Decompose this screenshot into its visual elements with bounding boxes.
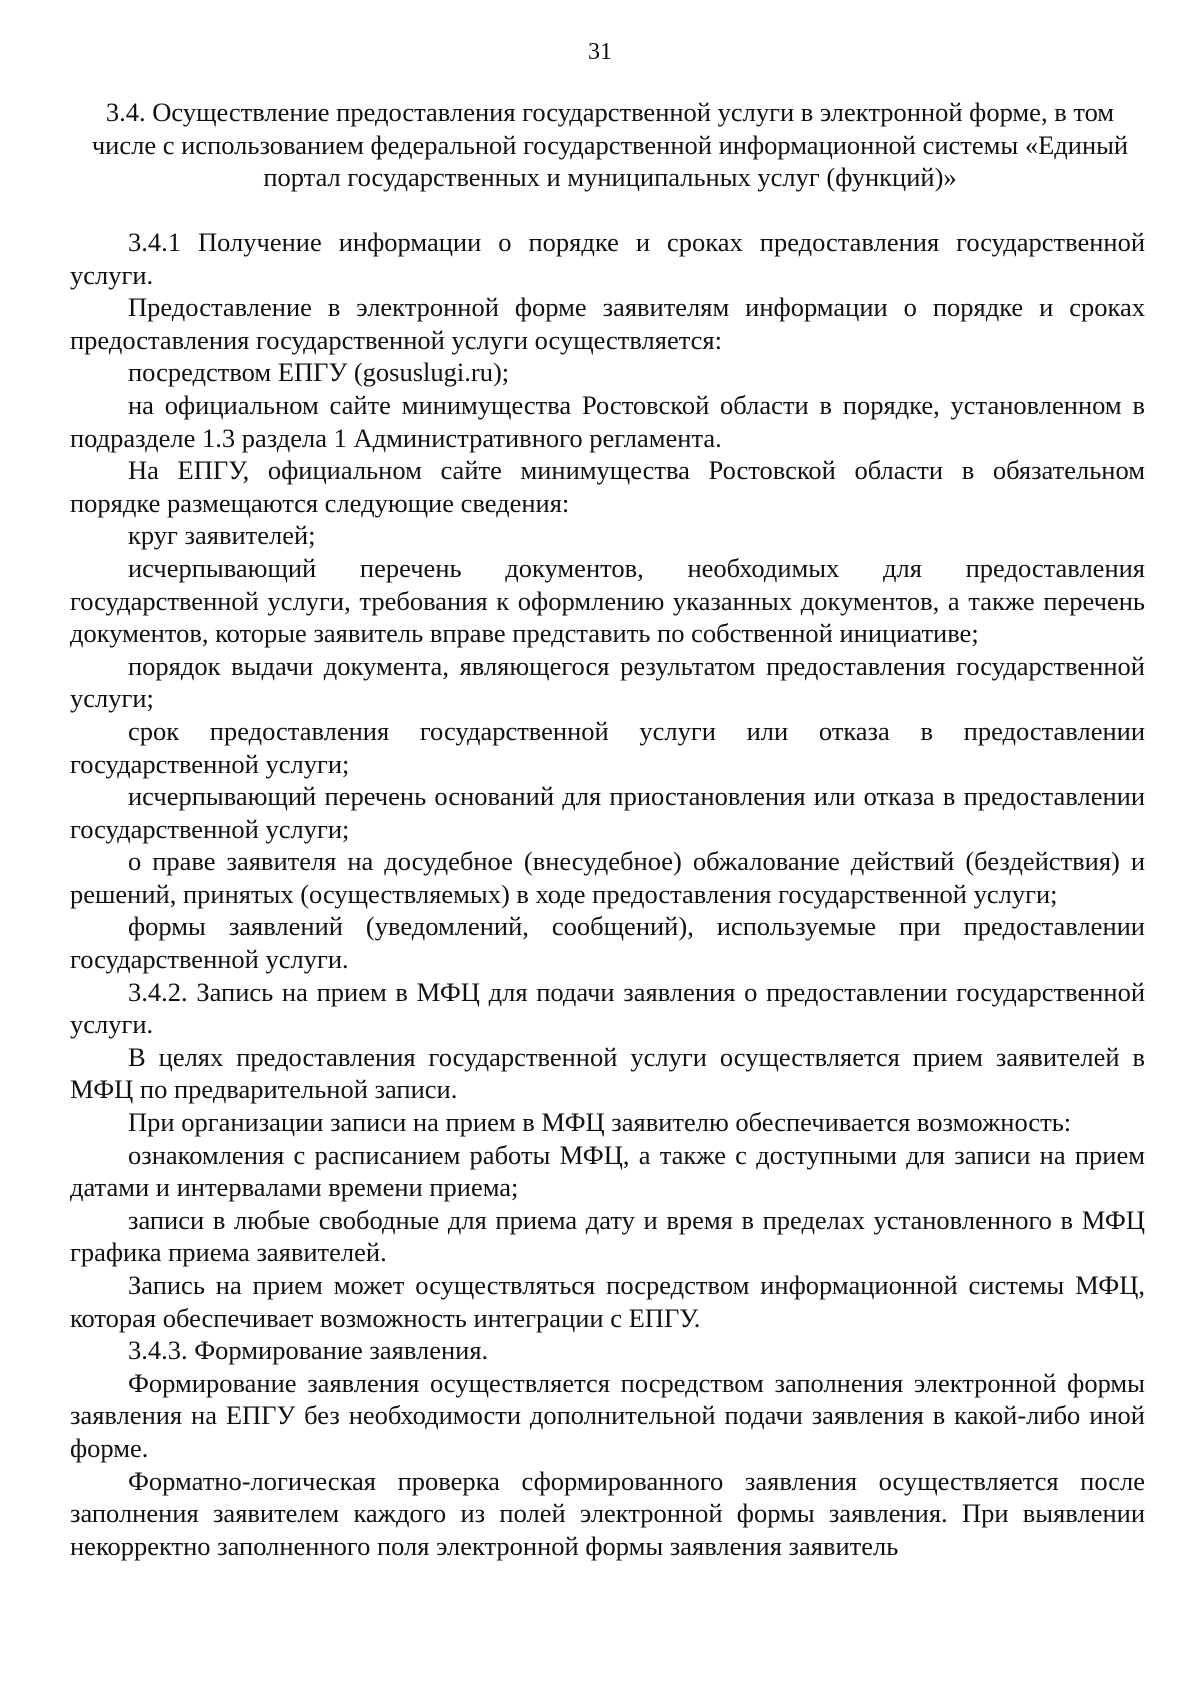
page-number: 31 [588,39,612,65]
paragraph: Предоставление в электронной форме заявителям информации о порядке и сроках предоставления государственной услуги осуществляется: [70,292,1145,355]
paragraph: 3.4.2. Запись на прием в МФЦ для подачи заявления о предоставлении государственной услуги. [70,976,1145,1040]
paragraph: 3.4.1 Получение информации о порядке и сроках предоставления государственной услуги. [70,227,1145,290]
paragraph: круг заявителей; [128,520,316,551]
paragraph: записи в любые свободные для приема дату и время в пределах установленного в МФЦ графика приема заявителей. [70,1204,1145,1268]
paragraph: на официальном сайте минимущества Ростовской области в порядке, установленном в подразделе 1.3 раздела 1 Административного регламента. [70,389,1145,453]
paragraph: ознакомления с расписанием работы МФЦ, а также с доступными для записи на прием датами и интервалами времени приема; [70,1139,1145,1203]
paragraph: В целях предоставления государственной услуги осуществляется прием заявителей в МФЦ по предварительной записи. [70,1041,1145,1105]
paragraph: Запись на прием может осуществляться посредством информационной системы МФЦ, которая обеспечивает возможность интеграции с ЕПГУ. [70,1270,1145,1333]
paragraph: срок предоставления государственной услуги или отказа в предоставлении государственной услуги; [70,715,1145,779]
paragraph: На ЕПГУ, официальном сайте минимущества Ростовской области в обязательном порядке размещаются следующие сведения: [70,455,1145,518]
paragraph: Форматно-логическая проверка сформированного заявления осуществляется после заполнения заявителем каждого из полей электронной формы заявления. При выявлении некорректно заполненного поля электронной формы заявления заявитель [70,1465,1145,1561]
document-body [70,226,1145,1562]
paragraph: о праве заявителя на досудебное (внесудебное) обжалование действий (бездействия) и решений, принятых (осуществляемых) в ходе предоставления государственной услуги; [70,846,1145,909]
paragraph: посредством ЕПГУ (gosuslugi.ru); [128,357,510,388]
paragraph: исчерпывающий перечень документов, необходимых для предоставления государственной услуги, требования к оформлению указанных документов, а также перечень документов, которые заявитель вправе представить по собственной инициативе; [70,552,1145,649]
section-heading: 3.4. Осуществление предоставления государственной услуги в электронной форме, в том числе с использованием федеральной государственной информационной системы «Единый портал государственных и муниципальных услуг (функций)» [91,97,1129,192]
paragraph: формы заявлений (уведомлений, сообщений), используемые при предоставлении государственной услуги. [70,911,1145,975]
paragraph: Формирование заявления осуществляется посредством заполнения электронной формы заявления на ЕПГУ без необходимости дополнительной подачи заявления в какой-либо иной форме. [70,1367,1145,1463]
paragraph: исчерпывающий перечень оснований для приостановления или отказа в предоставлении государственной услуги; [70,781,1145,844]
paragraph: 3.4.3. Формирование заявления. [128,1335,489,1366]
paragraph: порядок выдачи документа, являющегося результатом предоставления государственной услуги; [70,650,1145,714]
paragraph: При организации записи на прием в МФЦ заявителю обеспечивается возможность: [128,1107,1072,1138]
